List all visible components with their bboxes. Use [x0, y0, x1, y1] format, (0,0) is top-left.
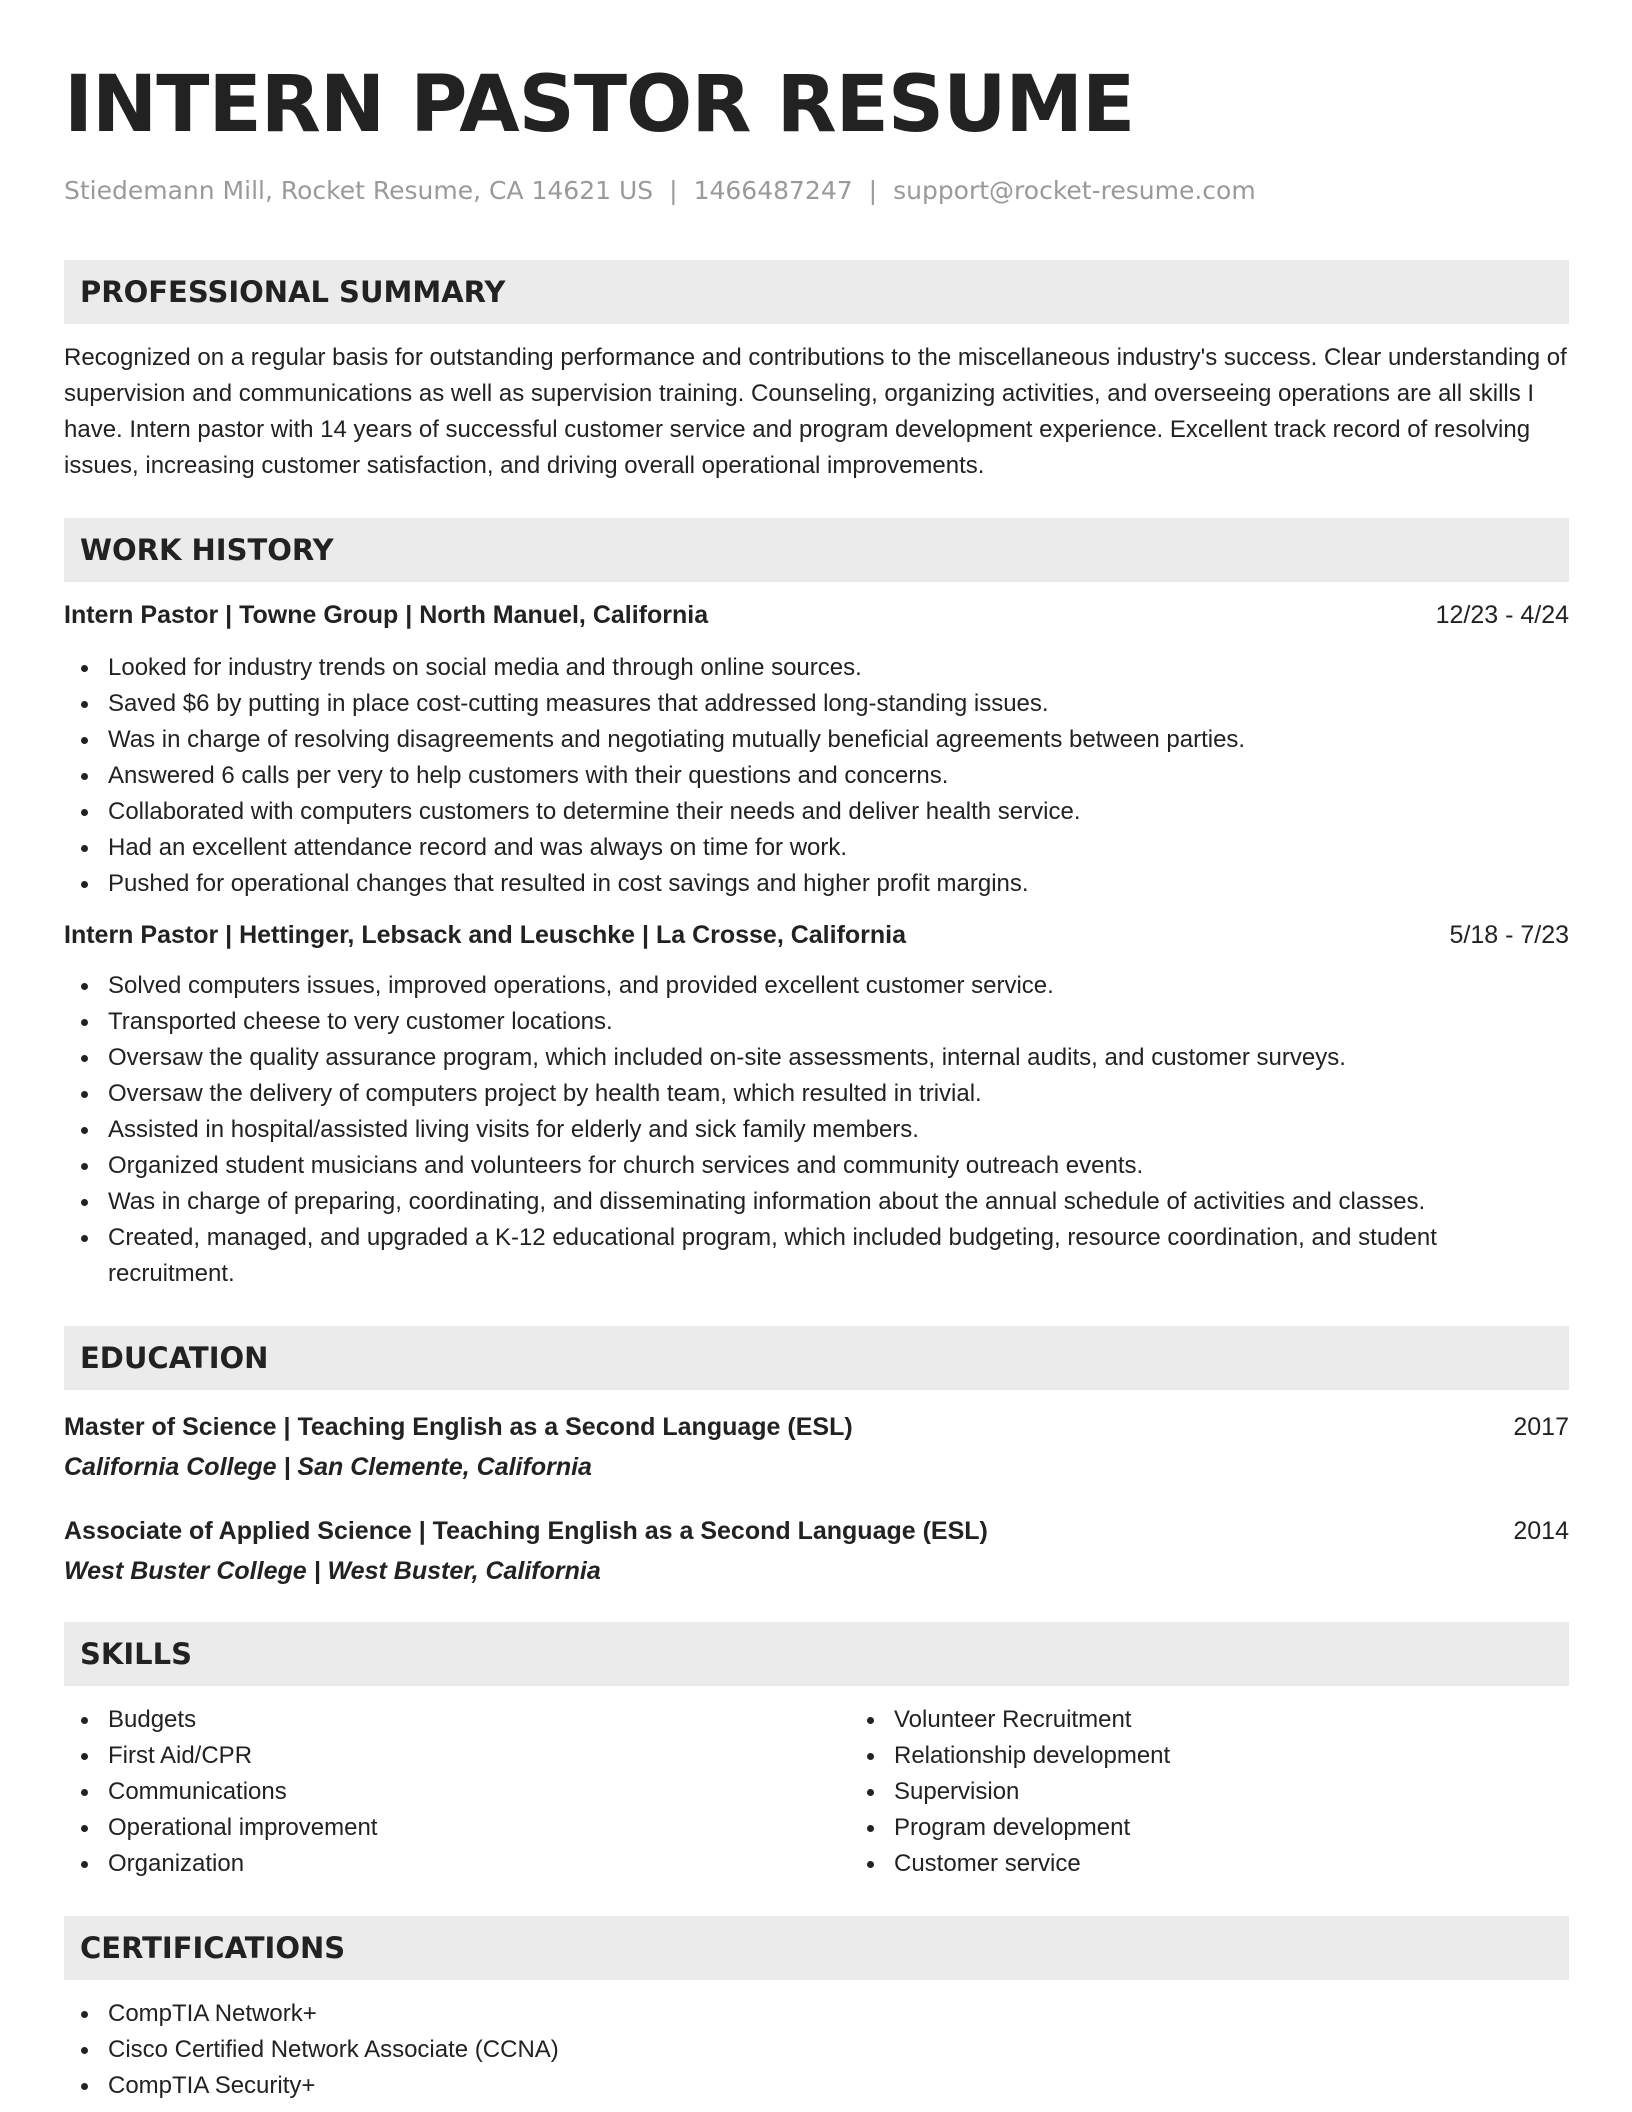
job-bullet: Collaborated with computers customers to determine their needs and deliver health service.	[108, 794, 1569, 830]
job-bullet: Pushed for operational changes that resulted in cost savings and higher profit margins.	[108, 866, 1569, 902]
job-bullet: Organized student musicians and volunteers for church services and community outreach events.	[108, 1148, 1569, 1184]
job-bullets	[64, 650, 1569, 902]
skills-list-left	[64, 1702, 850, 1882]
job-bullet: Solved computers issues, improved operations, and provided excellent customer service.	[108, 968, 1569, 1004]
job-bullet: Looked for industry trends on social media and through online sources.	[108, 650, 1569, 686]
education-entry	[64, 1514, 1569, 1588]
education-school: California College | San Clemente, California	[64, 1453, 592, 1481]
contact-separator: |	[669, 176, 678, 205]
skills-list-right	[850, 1702, 1632, 1882]
skill-item: First Aid/CPR	[108, 1738, 850, 1774]
job-bullet: Assisted in hospital/assisted living visits for elderly and sick family members.	[108, 1112, 1569, 1148]
job-bullets	[64, 968, 1569, 1292]
skill-item: Program development	[894, 1810, 1632, 1846]
education-school: West Buster College | West Buster, California	[64, 1557, 601, 1585]
job-dates: 12/23 - 4/24	[1435, 601, 1569, 629]
section-heading-certifications: CERTIFICATIONS	[64, 1916, 1569, 1980]
section-heading-summary: PROFESSIONAL SUMMARY	[64, 260, 1569, 324]
skills-grid	[64, 1702, 1569, 1882]
contact-line	[64, 174, 1569, 208]
resume-title: INTERN PASTOR RESUME	[64, 60, 1135, 150]
job-bullet: Was in charge of preparing, coordinating, and disseminating information about the annual schedule of activities and classes.	[108, 1184, 1569, 1220]
job-bullet: Oversaw the delivery of computers project by health team, which resulted in trivial.	[108, 1076, 1569, 1112]
section-heading-education: EDUCATION	[64, 1326, 1569, 1390]
job-bullet: Created, managed, and upgraded a K-12 educational program, which included budgeting, resource coordination, and student recruitment.	[108, 1220, 1569, 1292]
certification-item: CompTIA Network+	[108, 1996, 1569, 2032]
skill-item: Relationship development	[894, 1738, 1632, 1774]
certifications-list	[64, 1996, 1569, 2104]
skill-item: Budgets	[108, 1702, 850, 1738]
job-bullet: Oversaw the quality assurance program, which included on-site assessments, internal audits, and customer surveys.	[108, 1040, 1569, 1076]
education-degree: Master of Science | Teaching English as a Second Language (ESL)	[64, 1413, 853, 1441]
job-header	[64, 918, 1569, 952]
contact-address: Stiedemann Mill, Rocket Resume, CA 14621 US	[64, 176, 654, 205]
education-header	[64, 1514, 1569, 1548]
job-header	[64, 598, 1569, 632]
education-year: 2014	[1513, 1517, 1569, 1545]
skill-item: Communications	[108, 1774, 850, 1810]
contact-phone: 1466487247	[693, 176, 853, 205]
certification-item: CompTIA Security+	[108, 2068, 1569, 2104]
contact-separator: |	[868, 176, 878, 205]
skill-item: Supervision	[894, 1774, 1632, 1810]
skill-item: Organization	[108, 1846, 850, 1882]
education-entry	[64, 1410, 1569, 1484]
contact-email: support@rocket-resume.com	[893, 176, 1256, 205]
skill-item: Customer service	[894, 1846, 1632, 1882]
education-year: 2017	[1513, 1413, 1569, 1441]
job-bullet: Was in charge of resolving disagreements and negotiating mutually beneficial agreements between parties.	[108, 722, 1569, 758]
job-dates: 5/18 - 7/23	[1449, 921, 1569, 949]
skill-item: Operational improvement	[108, 1810, 850, 1846]
certification-item: Cisco Certified Network Associate (CCNA)	[108, 2032, 1569, 2068]
job-entry	[64, 598, 1569, 902]
section-heading-work-history: WORK HISTORY	[64, 518, 1569, 582]
job-bullet: Transported cheese to very customer locations.	[108, 1004, 1569, 1040]
job-bullet: Answered 6 calls per very to help customers with their questions and concerns.	[108, 758, 1569, 794]
education-header	[64, 1410, 1569, 1444]
job-bullet: Saved $6 by putting in place cost-cutting measures that addressed long-standing issues.	[108, 686, 1569, 722]
section-heading-skills: SKILLS	[64, 1622, 1569, 1686]
skill-item: Volunteer Recruitment	[894, 1702, 1632, 1738]
summary-text: Recognized on a regular basis for outstanding performance and contributions to the miscellaneous industry's success. Clear understanding of supervision and communications as well as supervision training. Counseling, organizing activities, and overseeing operations are all skills I have. Intern pastor with 14 years of successful customer service and program development experience. Excellent track record of resolving issues, increasing customer satisfaction, and driving overall operational improvements.	[64, 344, 1567, 479]
education-degree: Associate of Applied Science | Teaching English as a Second Language (ESL)	[64, 1517, 988, 1545]
job-title: Intern Pastor | Hettinger, Lebsack and Leuschke | La Crosse, California	[64, 921, 907, 949]
job-title: Intern Pastor | Towne Group | North Manuel, California	[64, 601, 709, 629]
job-bullet: Had an excellent attendance record and was always on time for work.	[108, 830, 1569, 866]
job-entry	[64, 918, 1569, 1292]
